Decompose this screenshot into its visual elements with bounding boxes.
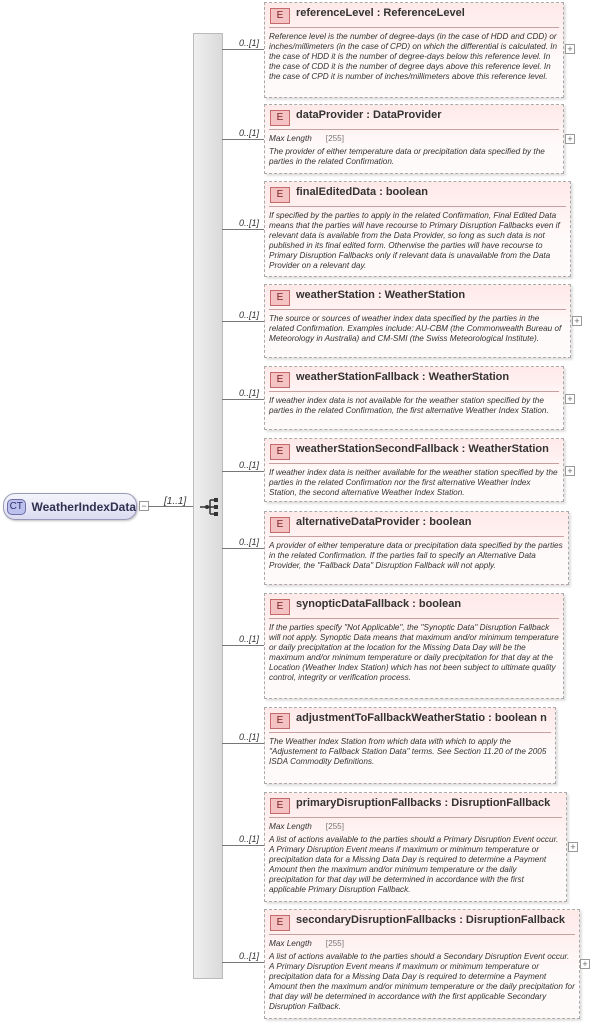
element-description: If the parties specify "Not Applicable", the "Synoptic Data" Disruption Fallback will not apply. Synoptic Data means that maximum and/or minimum temperature or daily precipitation at the location for the Missing Data Day will be the maximum and/or minimum temperature or daily precipitation for that day at the Location (Weather Index Station) which has not been subject to ultimate quality control, integrity or verification process. (269, 623, 559, 682)
element-weatherStationFallback[interactable] (264, 366, 564, 430)
element-cardinality: 0..[1] (239, 834, 260, 844)
element-badge: E (270, 8, 290, 24)
max-length-facet (269, 134, 559, 143)
element-name: referenceLevel : ReferenceLevel (296, 7, 465, 19)
expand-icon[interactable]: + (565, 394, 575, 404)
expand-icon[interactable]: + (565, 134, 575, 144)
element-connector (222, 962, 264, 963)
facet-label: Max Length (269, 939, 312, 948)
element-description: A provider of either temperature data or precipitation data specified by the parties in the related Confirmation. If the parties fail to specify an Alternative Data Provider, the "Fallback Data" Disruption Fallback will not apply. (269, 541, 563, 570)
element-alternativeDataProvider[interactable] (264, 511, 569, 585)
root-complex-type[interactable] (3, 493, 137, 520)
element-connector (222, 471, 264, 472)
element-cardinality: 0..[1] (239, 951, 260, 961)
element-connector (222, 49, 264, 50)
expand-icon[interactable]: + (565, 44, 575, 54)
element-connector (222, 743, 264, 744)
element-name: alternativeDataProvider : boolean (296, 516, 472, 528)
element-connector (222, 845, 264, 846)
element-cardinality: 0..[1] (239, 460, 260, 470)
root-type-name: WeatherIndexData (31, 499, 136, 514)
element-badge: E (270, 110, 290, 126)
element-badge: E (270, 713, 290, 729)
element-secondaryDisruptionFallbacks[interactable] (264, 909, 580, 1019)
element-finalEditedData[interactable] (264, 181, 571, 277)
element-name: weatherStationSecondFallback : WeatherStation (296, 443, 549, 455)
facet-value: [255] (325, 939, 345, 948)
element-name: secondaryDisruptionFallbacks : DisruptionFallback (296, 914, 565, 926)
element-primaryDisruptionFallbacks[interactable] (264, 792, 567, 902)
element-name: finalEditedData : boolean (296, 186, 429, 198)
element-cardinality: 0..[1] (239, 38, 260, 48)
max-length-facet (269, 939, 575, 948)
element-cardinality: 0..[1] (239, 634, 260, 644)
expand-icon[interactable]: + (568, 842, 578, 852)
max-length-facet (269, 822, 562, 831)
element-description: The source or sources of weather index data specified by the parties in the related Confirmation. Examples include: AU-CBM (the Commonwealth Bureau of Meteorology in Australia) and CM-SMI (the Swiss Meteorological Institute). (269, 314, 562, 343)
element-name: adjustmentToFallbackWeatherStatio : boolean n (296, 712, 547, 724)
element-name: weatherStationFallback : WeatherStation (296, 371, 510, 383)
element-description: The provider of either temperature data or precipitation data specified by the parties in the related Confirmation. (269, 147, 545, 166)
element-weatherStation[interactable] (264, 284, 571, 358)
element-cardinality: 0..[1] (239, 388, 260, 398)
element-dataProvider[interactable] (264, 104, 564, 174)
expand-icon[interactable]: + (572, 316, 582, 326)
element-badge: E (270, 444, 290, 460)
element-name: primaryDisruptionFallbacks : DisruptionFallback (296, 797, 551, 809)
element-connector (222, 645, 264, 646)
facet-label: Max Length (269, 822, 312, 831)
facet-label: Max Length (269, 134, 312, 143)
element-badge: E (270, 517, 290, 533)
element-name: dataProvider : DataProvider (296, 109, 442, 121)
element-cardinality: 0..[1] (239, 128, 260, 138)
element-badge: E (270, 187, 290, 203)
element-badge: E (270, 798, 290, 814)
element-description: Reference level is the number of degree-days (in the case of HDD and CDD) or inches/millimeters (in the case of CPD) on which the differential is calculated. In the case of HDD it is the number of degree-days below this reference level. In the case of CDD it is the number of degree days above this reference level. In the case of CPD it is number of inches/millimeters above this reference level. (269, 32, 558, 81)
element-name: weatherStation : WeatherStation (296, 289, 466, 301)
element-description: If specified by the parties to apply in the related Confirmation, Final Edited Data means that the parties will have recourse to Primary Disruption Fallbacks even if relevant data is available from the Data Provider, so long as such data is not published in its final edited form. Otherwise the parties will have recourse to Primary Disruption Fallbacks only if relevant data is unavailable from the Data Provider on a relevant day. (269, 211, 560, 270)
element-connector (222, 139, 264, 140)
element-badge: E (270, 915, 290, 931)
element-badge: E (270, 599, 290, 615)
element-badge: E (270, 290, 290, 306)
element-description: The Weather Index Station from which data with which to apply the "Adjustement to Fallback Station Data" terms. See Section 11.20 of the 2005 ISDA Commodity Definitions. (269, 737, 547, 766)
element-cardinality: 0..[1] (239, 310, 260, 320)
element-badge: E (270, 372, 290, 388)
complex-type-badge: CT (7, 499, 26, 515)
element-adjustmentToFallbackWeatherStation[interactable] (264, 707, 556, 784)
expand-icon[interactable]: + (580, 959, 590, 969)
element-synopticDataFallback[interactable] (264, 593, 564, 699)
element-description: A list of actions available to the parties should a Secondary Disruption Event occur. A Primary Disruption Event means if maximum or minimum temperature or precipitation data for a Missing Data Day is required to determine a Payment Amount then the maximum and/or minimum temperature or the daily precipitation for that day will be determined in accordance with the first applicable Secondary Disruption Fallback. (269, 952, 575, 1011)
element-connector (222, 321, 264, 322)
element-connector (222, 548, 264, 549)
element-description: A list of actions available to the parties should a Primary Disruption Event occur. A Primary Disruption Event means if maximum or minimum temperature or precipitation data for a Missing Data Day is required to determine a Payment Amount then the maximum and/or minimum temperature or the daily precipitation for that day will be determined in accordance with the first applicable Primary Disruption Fallback. (269, 835, 559, 894)
element-description: If weather index data is not available for the weather station specified by the parties in the related Confirmation, the first alternative Weather Index Station. (269, 396, 549, 415)
element-connector (222, 399, 264, 400)
element-name: synopticDataFallback : boolean (296, 598, 462, 610)
facet-value: [255] (325, 822, 345, 831)
element-connector (222, 229, 264, 230)
element-weatherStationSecondFallback[interactable] (264, 438, 564, 502)
expand-icon[interactable]: + (565, 466, 575, 476)
element-referenceLevel[interactable] (264, 2, 564, 98)
element-cardinality: 0..[1] (239, 537, 260, 547)
root-cardinality: [1..1] (164, 496, 187, 507)
facet-value: [255] (325, 134, 345, 143)
element-cardinality: 0..[1] (239, 218, 260, 228)
element-cardinality: 0..[1] (239, 732, 260, 742)
element-description: If weather index data is neither available for the weather station specified by the parties in the related Confirmation nor the first alternative Weather Index Station, the second alternative Weather Index Station. (269, 468, 558, 497)
sequence-icon[interactable] (199, 497, 219, 517)
collapse-toggle-icon[interactable]: − (139, 501, 149, 511)
